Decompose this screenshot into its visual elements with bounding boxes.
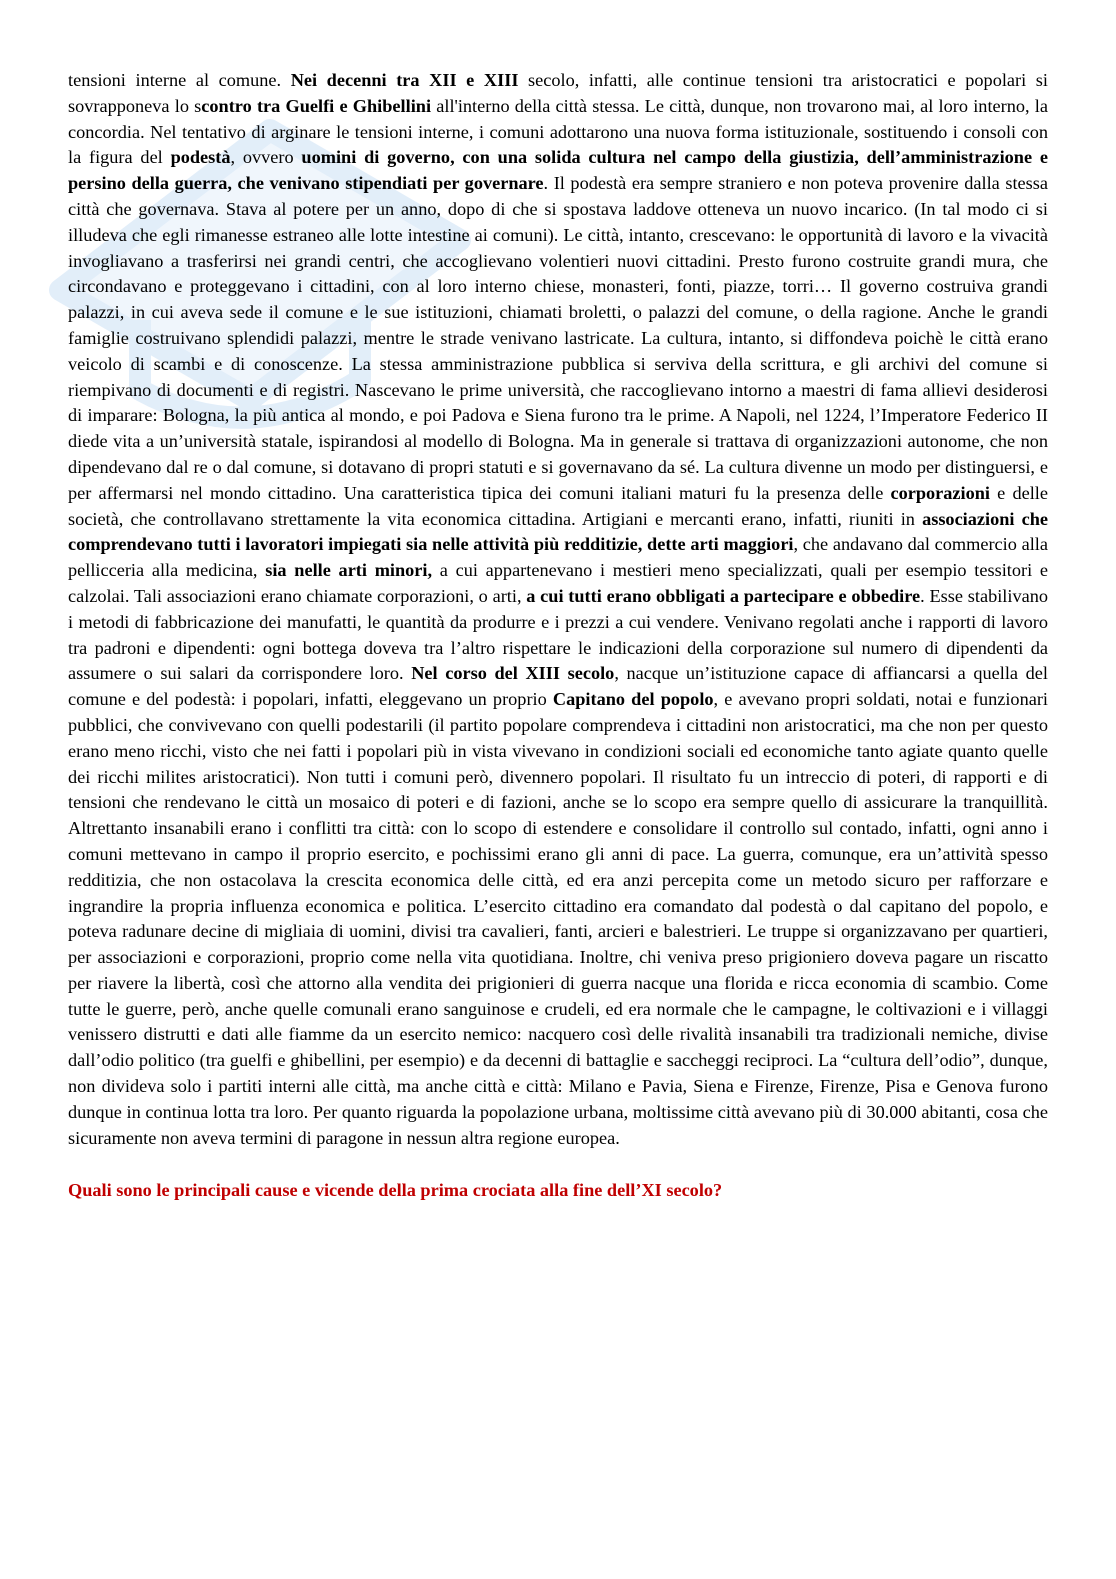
- text-run: , nacque un’istituzione capace di affiancarsi a quella del comune e del podestà: i popolari, infatti, eleggevano un proprio: [68, 663, 1048, 710]
- text-run: a cui appartenevano i mestieri meno specializzati, quali per esempio tessitori e calzolai. Tali associazioni erano chiamate corporazioni, o arti,: [68, 560, 1048, 606]
- text-run: all'interno della città stessa. Le città, dunque, non trovarono mai, al loro interno, la concordia. Nel tentativo di arginare le tensioni interne, i comuni adottarono una nuova forma istituzionale, sostituendo i consoli con la figura del: [68, 95, 1048, 168]
- text-run: , ovvero: [230, 147, 302, 168]
- body-paragraph: [68, 68, 1048, 1151]
- document-page: [68, 68, 1048, 1203]
- text-run: , e avevano propri soldati, notai e funzionari pubblici, che convivevano con quelli podestarili (il partito popolare comprendeva i cittadini non aristocratici, ma che non per questo erano meno ricchi, visto che nei fatti i popolari più in vista vivevano in condizioni sociali ed economiche tanto agiate quanto quelle dei ricchi milites aristocratici). Non tutti i comuni però, divennero popolari. Il risultato fu un intreccio di poteri, di rapporti e di tensioni che rendevano le città un mosaico di poteri e di fazioni, anche se lo scopo era sempre quello di assicurare la tranquillità. Altrettanto insanabili erano i conflitti tra città: con lo scopo di estendere e consolidare il controllo sul contado, infatti, ogni anno i comuni mettevano in campo il proprio esercito, e pochissimi erano gli anni di pace. La guerra, comunque, era un’attività spesso redditizia, che non ostacolava la crescita economica delle città, ed era anzi percepita come un metodo sicuro per rafforzare e ingrandire la propria influenza economica e politica. L’esercito cittadino era comandato dal podestà o dal capitano del popolo, e poteva radunare decine di migliaia di uomini, divisi tra cavalieri, fanti, arcieri e balestrieri. Le truppe si organizzavano per quartieri, per associazioni e corporazioni, proprio come nella vita quotidiana. Inoltre, chi veniva preso prigioniero doveva pagare un riscatto per riavere la libertà, così che attorno alla vendita dei prigionieri di guerra nacque una florida e ricca economia di scambio. Come tutte le guerre, però, anche quelle comunali erano sanguinose e crudeli, ed era normale che le campagne, le coltivazioni e i villaggi venissero distrutti e dati alle fiamme da un esercito nemico: nacquero così delle rivalità insanabili tra tradizionali nemiche, divise dall’odio politico (tra guelfi e ghibellini, per esempio) e da decenni di battaglie e saccheggi reciproci. La “cultura dell’odio”, dunque, non divideva solo i partiti interni alle città, ma anche città e città: Milano e Pavia, Siena e Firenze, Firenze, Pisa e Genova furono dunque in continua lotta tra loro. Per quanto riguarda la popolazione urbana, moltissime città avevano più di 30.000 abitanti, cosa che sicuramente non aveva termini di paragone in nessun altra regione europea.: [68, 689, 1048, 1148]
- text-run: . Esse stabilivano i metodi di fabbricazione dei manufatti, le quantità da produrre e i prezzi a cui vendere. Venivano regolati anche i rapporti di lavoro tra padroni e dipendenti: ogni bottega doveva tra l’altro rispettare le indicazioni della corporazione sul numero di dipendenti da assumere o sui salari da corrispondere loro.: [68, 585, 1048, 684]
- bold-text-run: Capitano del popolo: [552, 689, 714, 710]
- text-run: , che andavano dal commercio alla pellicceria alla medicina,: [68, 534, 1048, 581]
- bold-text-run: uomini di governo, con una solida cultura nel campo della giustizia, dell’amministrazione e persino della guerra, che venivano stipendiati per governare: [68, 147, 1048, 194]
- question-heading: Quali sono le principali cause e vicende della prima crociata alla fine dell’XI secolo?: [68, 1180, 723, 1201]
- bold-text-run: corporazioni: [890, 482, 990, 503]
- bold-text-run: sia nelle arti minori,: [265, 560, 433, 581]
- bold-text-run: a cui tutti erano obbligati a partecipare e obbedire: [526, 585, 921, 606]
- text-run: secolo, infatti, alle continue tensioni tra aristocratici e popolari si sovrapponeva lo s: [68, 70, 1048, 116]
- bold-text-run: Nei decenni tra XII e XIII: [290, 70, 519, 90]
- text-run: e delle società, che controllavano strettamente la vita economica cittadina. Artigiani e mercanti erano, infatti, riuniti in: [68, 482, 1048, 529]
- bold-text-run: associazioni che comprendevano tutti i lavoratori impiegati sia nelle attività più redditizie, dette arti maggiori: [68, 508, 1049, 555]
- bold-text-run: Nel corso del XIII secolo: [411, 663, 615, 684]
- text-run: . Il podestà era sempre straniero e non poteva provenire dalla stessa città che governava. Stava al potere per un anno, dopo di che si spostava laddove otteneva un nuovo incarico. (In tal modo ci si illudeva che egli rimanesse estraneo alle lotte intestine ai comuni). Le città, intanto, crescevano: le opportunità di lavoro e la vivacità invogliavano a trasferirsi nei grandi centri, che accoglievano volentieri nuovi cittadini. Presto furono costruite grandi mura, che circondavano e proteggevano i cittadini, con al loro interno chiese, monasteri, fonti, piazze, torri… Il governo costruiva grandi palazzi, in cui aveva sede il comune e le sue istituzioni, chiamati broletti, o palazzi del comune, o della ragione. Anche le grandi famiglie costruivano splendidi palazzi, mentre le strade venivano lastricate. La cultura, intanto, si diffondeva poichè le città erano veicolo di scambi e di conoscenze. La stessa amministrazione pubblica si serviva della scrittura, e gli archivi del comune si riempivano di documenti e di registri. Nascevano le prime università, che raccoglievano intorno a maestri di fama allievi desiderosi di imparare: Bologna, la più antica al mondo, e poi Padova e Siena furono tra le prime. A Napoli, nel 1224, l’Imperatore Federico II diede vita a un’università statale, ispirandosi al modello di Bologna. Ma in generale si trattava di organizzazioni autonome, che non dipendevano dal re o dal comune, si dotavano di propri statuti e si governavano da sé. La cultura divenne un modo per distinguersi, e per affermarsi nel mondo cittadino. Una caratteristica tipica dei comuni italiani maturi fu la presenza delle: [68, 173, 1048, 503]
- bold-text-run: contro tra Guelfi e Ghibellini: [201, 95, 432, 116]
- bold-text-run: podestà: [170, 147, 231, 168]
- text-run: tensioni interne al comune.: [68, 70, 291, 90]
